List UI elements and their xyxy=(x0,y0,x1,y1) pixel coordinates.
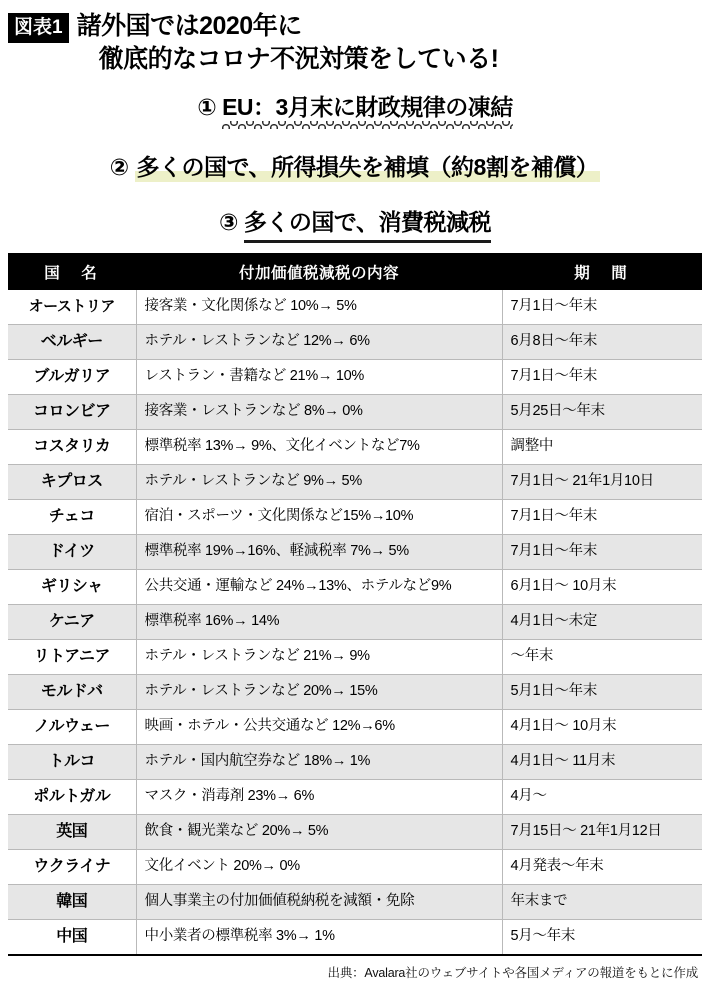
column-header-country: 国 名 xyxy=(8,255,136,290)
bullet-number-2: ② xyxy=(109,154,129,180)
cell-country: キプロス xyxy=(8,465,136,500)
title-line-2: 徹底的なコロナ不況対策をしている! xyxy=(98,44,499,73)
cell-period: 6月8日〜年末 xyxy=(502,325,702,360)
table-row xyxy=(8,430,702,465)
table-row xyxy=(8,745,702,780)
cell-period: 4月発表〜年末 xyxy=(502,850,702,885)
bullet-text-3: 多くの国で、消費税減税 xyxy=(244,204,491,243)
cell-content: 接客業・文化関係など 10%→ 5% xyxy=(136,290,502,325)
table-row xyxy=(8,500,702,535)
table-header-row xyxy=(8,255,702,290)
cell-country: ウクライナ xyxy=(8,850,136,885)
table-row xyxy=(8,325,702,360)
cell-period: 5月25日〜年末 xyxy=(502,395,702,430)
cell-period: 7月1日〜年末 xyxy=(502,360,702,395)
table-row xyxy=(8,710,702,745)
cell-country: ケニア xyxy=(8,605,136,640)
title-line-1: 諸外国では2020年に xyxy=(76,12,302,40)
cell-country: リトアニア xyxy=(8,640,136,675)
table-row xyxy=(8,885,702,920)
table-row xyxy=(8,535,702,570)
table-row xyxy=(8,360,702,395)
table-row xyxy=(8,290,702,325)
cell-period: 〜年末 xyxy=(502,640,702,675)
cell-period: 7月1日〜年末 xyxy=(502,535,702,570)
cell-country: 中国 xyxy=(8,920,136,955)
cell-period: 7月1日〜年末 xyxy=(502,290,702,325)
bullet-item-3 xyxy=(8,204,702,243)
table-row xyxy=(8,850,702,885)
cell-period: 4月1日〜 10月末 xyxy=(502,710,702,745)
column-header-content: 付加価値税減税の内容 xyxy=(136,255,502,290)
cell-country: コスタリカ xyxy=(8,430,136,465)
cell-country: ドイツ xyxy=(8,535,136,570)
page-title xyxy=(77,10,499,75)
cell-content: マスク・消毒剤 23%→ 6% xyxy=(136,780,502,815)
table-row xyxy=(8,815,702,850)
header xyxy=(8,8,702,75)
bullet-number-3: ③ xyxy=(219,209,239,235)
cell-content: 標準税率 19%→16%、軽減税率 7%→ 5% xyxy=(136,535,502,570)
cell-country: 韓国 xyxy=(8,885,136,920)
source-note: 出典：Avalara社のウェブサイトや各国メディアの報道をもとに作成 xyxy=(327,966,698,980)
table-row xyxy=(8,780,702,815)
cell-period: 4月〜 xyxy=(502,780,702,815)
cell-country: ブルガリア xyxy=(8,360,136,395)
table-row xyxy=(8,675,702,710)
cell-period: 年末まで xyxy=(502,885,702,920)
cell-country: コロンビア xyxy=(8,395,136,430)
cell-country: ギリシャ xyxy=(8,570,136,605)
bullet-item-1 xyxy=(8,89,702,129)
cell-period: 7月1日〜 21年1月10日 xyxy=(502,465,702,500)
cell-content: 文化イベント 20%→ 0% xyxy=(136,850,502,885)
cell-country: オーストリア xyxy=(8,290,136,325)
cell-period: 4月1日〜未定 xyxy=(502,605,702,640)
cell-country: トルコ xyxy=(8,745,136,780)
cell-content: ホテル・レストランなど 20%→ 15% xyxy=(136,675,502,710)
figure-badge: 図表1 xyxy=(8,13,69,43)
cell-country: モルドバ xyxy=(8,675,136,710)
cell-content: 接客業・レストランなど 8%→ 0% xyxy=(136,395,502,430)
cell-country: ノルウェー xyxy=(8,710,136,745)
cell-content: 公共交通・運輸など 24%→13%、ホテルなど9% xyxy=(136,570,502,605)
table-row xyxy=(8,640,702,675)
cell-period: 4月1日〜 11月末 xyxy=(502,745,702,780)
cell-period: 5月1日〜年末 xyxy=(502,675,702,710)
cell-country: ポルトガル xyxy=(8,780,136,815)
cell-content: ホテル・国内航空券など 18%→ 1% xyxy=(136,745,502,780)
cell-content: ホテル・レストランなど 21%→ 9% xyxy=(136,640,502,675)
cell-period: 7月1日〜年末 xyxy=(502,500,702,535)
bullet-text-1: EU：3月末に財政規律の凍結 xyxy=(222,89,513,129)
cell-country: チェコ xyxy=(8,500,136,535)
bullet-number-1: ① xyxy=(197,94,217,120)
cell-content: 中小業者の標準税率 3%→ 1% xyxy=(136,920,502,955)
cell-period: 5月〜年末 xyxy=(502,920,702,955)
table-row xyxy=(8,395,702,430)
table-row xyxy=(8,465,702,500)
table-row xyxy=(8,920,702,955)
cell-country: ベルギー xyxy=(8,325,136,360)
cell-content: 映画・ホテル・公共交通など 12%→6% xyxy=(136,710,502,745)
title-row xyxy=(8,10,702,75)
table-row xyxy=(8,570,702,605)
tax-reduction-table xyxy=(8,255,702,954)
cell-content: 飲食・観光業など 20%→ 5% xyxy=(136,815,502,850)
bullet-list xyxy=(8,89,702,243)
cell-period: 調整中 xyxy=(502,430,702,465)
table-row xyxy=(8,605,702,640)
cell-content: ホテル・レストランなど 9%→ 5% xyxy=(136,465,502,500)
cell-period: 7月15日〜 21年1月12日 xyxy=(502,815,702,850)
cell-content: 宿泊・スポーツ・文化関係など15%→10% xyxy=(136,500,502,535)
cell-content: レストラン・書籍など 21%→ 10% xyxy=(136,360,502,395)
cell-content: 個人事業主の付加価値税納税を減額・免除 xyxy=(136,885,502,920)
cell-country: 英国 xyxy=(8,815,136,850)
table-body xyxy=(8,290,702,954)
bullet-item-2 xyxy=(8,149,702,182)
cell-period: 6月1日〜 10月末 xyxy=(502,570,702,605)
cell-content: ホテル・レストランなど 12%→ 6% xyxy=(136,325,502,360)
cell-content: 標準税率 13%→ 9%、文化イベントなど7% xyxy=(136,430,502,465)
cell-content: 標準税率 16%→ 14% xyxy=(136,605,502,640)
tax-reduction-table-wrapper xyxy=(8,253,702,956)
bullet-text-2: 多くの国で、所得損失を補填（約8割を補償） xyxy=(135,149,601,182)
table-header xyxy=(8,255,702,290)
column-header-period: 期 間 xyxy=(502,255,702,290)
